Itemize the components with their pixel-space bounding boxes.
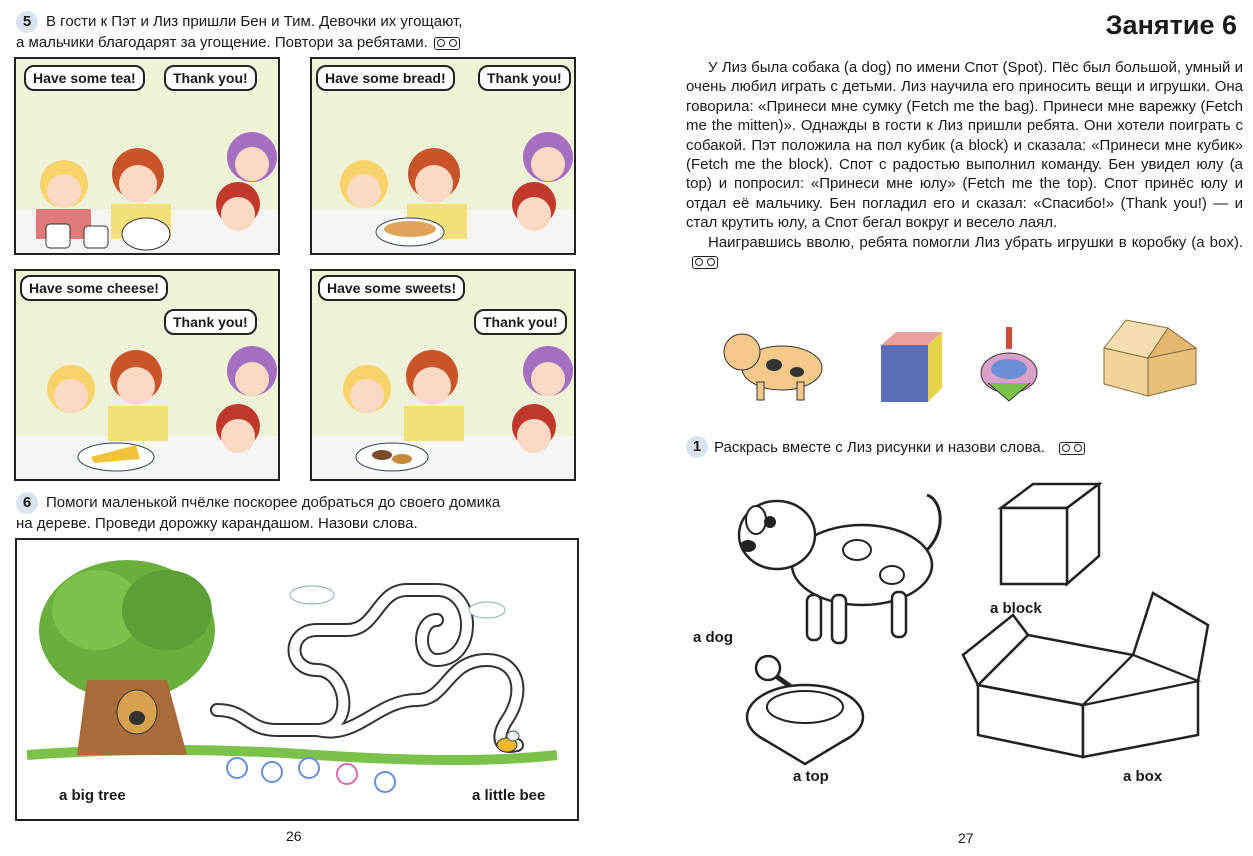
task-1-text: Раскрась вместе с Лиз рисунки и назови слова. bbox=[714, 439, 1045, 456]
task-5-line2-text: а мальчики благодарят за угощение. Повтори за ребятами. bbox=[16, 34, 428, 51]
task-5-instruction-line2 bbox=[16, 32, 460, 53]
audio-icon[interactable] bbox=[692, 256, 718, 269]
comic-panel-cheese bbox=[14, 269, 280, 481]
speech-bubble-reply: Thank you! bbox=[474, 309, 567, 335]
block-color-picture bbox=[876, 330, 946, 405]
task-6-instruction-line1: Помоги маленькой пчёлке поскорее добраться до своего домика bbox=[46, 494, 501, 511]
speech-bubble-reply: Thank you! bbox=[164, 65, 257, 91]
task-6-instruction-line2: на дереве. Проведи дорожку карандашом. Назови слова. bbox=[16, 515, 418, 532]
comic-panel-cheese-illustration bbox=[16, 271, 278, 479]
page-number-left: 26 bbox=[286, 828, 302, 844]
top-outline-picture bbox=[740, 652, 870, 767]
story-text bbox=[686, 58, 1243, 271]
block-outline-picture bbox=[995, 480, 1105, 590]
maze-illustration bbox=[17, 540, 577, 819]
comic-panel-sweets bbox=[310, 269, 576, 481]
task-1-instruction bbox=[714, 437, 1085, 458]
story-paragraph-2: Наигравшись вволю, ребята помогли Лиз убрать игрушки в коробку (a box). bbox=[708, 233, 1243, 251]
label-block: a block bbox=[990, 600, 1042, 617]
task-1-number: 1 bbox=[686, 436, 708, 458]
audio-icon[interactable] bbox=[434, 37, 460, 50]
story-paragraph-1: У Лиз была собака (a dog) по имени Спот (Spot). Пёс был большой, умный и очень любил играть с детьми. Лиз научила его приносить вещи и игрушки. Она говорила: «Принеси мне сумку (Fetch me the bag). Принеси мне варежку (Fetch me the mitten)». Однажды в гости к Лиз пришли ребята. Они хотели поиграть с собакой. Пэт положила на пол кубик (a block) и сказала: «Принеси мне кубик» (Fetch me the block). Спот с радостью выполнил команду. Бен увидел юлу (a top) и попросил: «Принеси мне юлу» (Fetch me the top). Спот принёс юлу и отдал её мальчику. Бен погладил его и сказал: «Спасибо!» (Thank you!) — и стал крутить юлу, а Спот бегал вокруг и весело лаял. bbox=[686, 59, 1243, 232]
speech-bubble-offer: Have some cheese! bbox=[20, 275, 168, 301]
speech-bubble-offer: Have some sweets! bbox=[318, 275, 465, 301]
dog-color-picture bbox=[712, 320, 832, 405]
speech-bubble-offer: Have some tea! bbox=[24, 65, 145, 91]
label-dog: a dog bbox=[693, 629, 733, 646]
comic-panel-bread bbox=[310, 57, 576, 255]
comic-panel-tea bbox=[14, 57, 280, 255]
task-6-number: 6 bbox=[16, 492, 38, 514]
dog-outline-picture bbox=[722, 480, 952, 650]
speech-bubble-reply: Thank you! bbox=[478, 65, 571, 91]
comic-panel-sweets-illustration bbox=[312, 271, 574, 479]
box-color-picture bbox=[1096, 318, 1202, 400]
task-5-number: 5 bbox=[16, 11, 38, 33]
label-big-tree: a big tree bbox=[59, 787, 126, 804]
top-color-picture bbox=[978, 325, 1040, 403]
page-number-right: 27 bbox=[958, 830, 974, 846]
box-outline-picture bbox=[958, 585, 1223, 760]
audio-icon[interactable] bbox=[1059, 442, 1085, 455]
speech-bubble-reply: Thank you! bbox=[164, 309, 257, 335]
speech-bubble-offer: Have some bread! bbox=[316, 65, 455, 91]
label-top: a top bbox=[793, 768, 829, 785]
lesson-title: Занятие 6 bbox=[1105, 10, 1237, 40]
task-5-instruction-line1: В гости к Пэт и Лиз пришли Бен и Тим. Девочки их угощают, bbox=[46, 13, 463, 30]
label-box: a box bbox=[1123, 768, 1163, 785]
label-little-bee: a little bee bbox=[472, 787, 546, 804]
maze-frame bbox=[15, 538, 579, 821]
